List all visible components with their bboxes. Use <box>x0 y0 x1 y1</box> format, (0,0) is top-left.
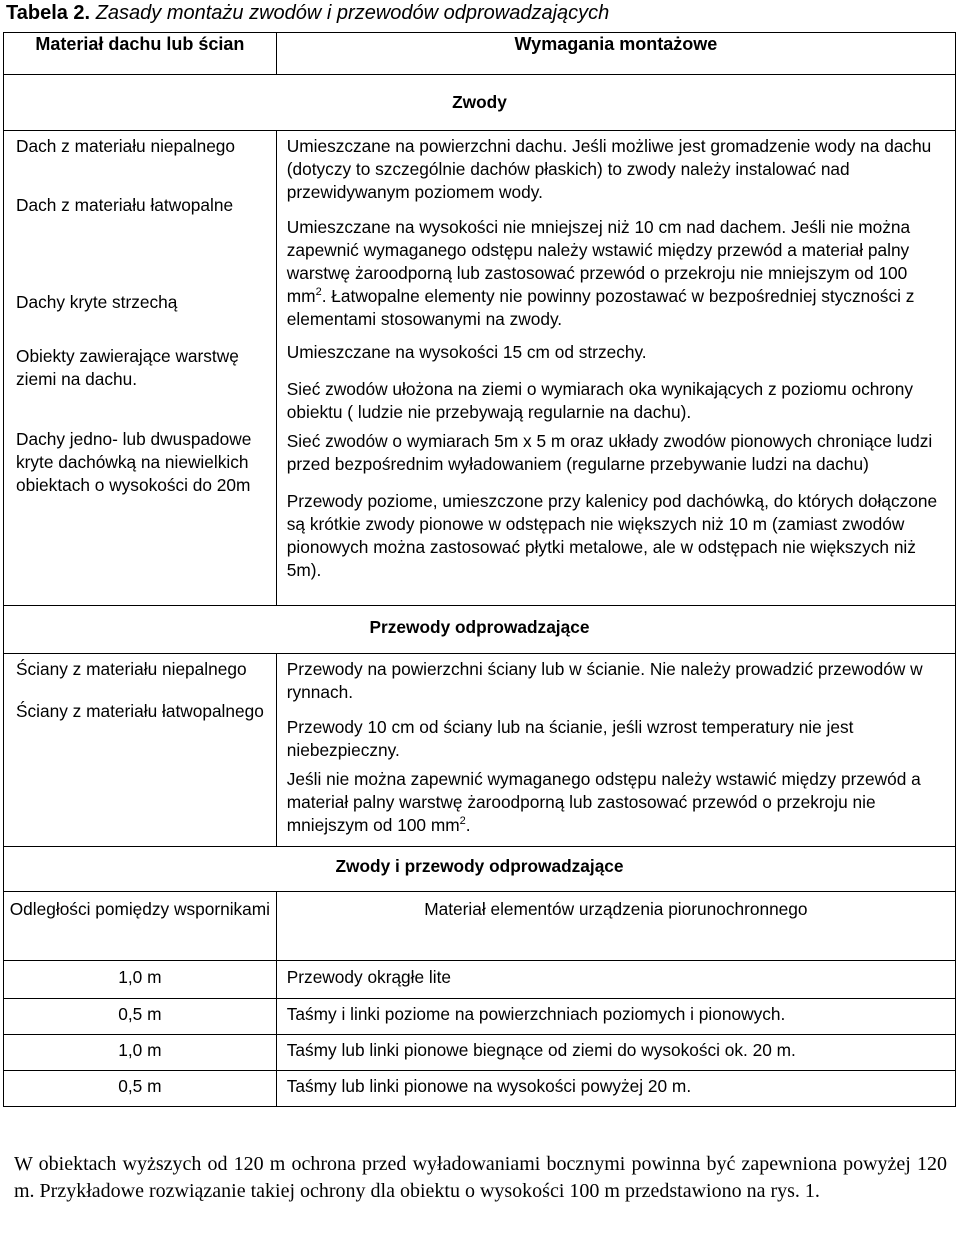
material-item: Dach z materiału niepalnego <box>16 136 236 156</box>
zwody-requirements-cell <box>276 131 955 606</box>
spacing-material: Taśmy i linki poziome na powierzchniach poziomych i pionowych. <box>276 999 955 1035</box>
material-item: Dachy kryte strzechą <box>16 292 178 312</box>
material-item: Ściany z materiału łatwopalnego <box>16 701 264 721</box>
spacing-header-row <box>4 892 956 961</box>
table-caption <box>6 2 609 25</box>
spacing-distance: 0,5 m <box>4 999 277 1035</box>
requirement-text: Umieszczane na wysokości 15 cm od strzechy. <box>286 342 647 362</box>
spacing-material: Taśmy lub linki pionowe na wysokości powyżej 20 m. <box>276 1071 955 1107</box>
requirement-text: Umieszczane na wysokości nie mniejszej niż 10 cm nad dachem. Jeśli nie można zapewnić wymaganego odstępu należy wstawić między przewód a materiał palny warstwę żaroodporną lub zastosować przewód o przekroju nie mniejszym od 100 $mm^2$. Łatwopalne elementy nie powinny pozostawać w bezpośredniej styczności z elementami stosowanymi na zwody. <box>286 217 915 329</box>
section-row-zwody-i-przewody <box>4 847 956 892</box>
requirement-text: Umieszczane na powierzchni dachu. Jeśli możliwe jest gromadzenie wody na dachu (dotyczy to szczególnie dachów płaskich) to zwody należy instalować nad przewidywanym poziomem wody. <box>286 136 932 202</box>
przewody-materials-cell <box>4 654 277 847</box>
spacing-row <box>4 999 956 1035</box>
requirement-text: Przewody poziome, umieszczone przy kalenicy pod dachówką, do których dołączone są krótkie zwody pionowe w odstępach nie większych niż 10 m (zamiast zwodów pionowych można zastosować płytki metalowe, ale w odstępach nie większych niż 5m). <box>286 491 938 580</box>
footnote-paragraph: W obiektach wyższych od 120 m ochrona przed wyładowaniami bocznymi powinna być zapewniona powyżej 120 m. Przykładowe rozwiązanie takiej ochrony dla obiektu o wysokości 100 m przedstawiono na rys. 1. <box>14 1153 947 1202</box>
section-title-zwody: Zwody <box>4 75 956 131</box>
header-requirements: Wymagania montażowe <box>276 33 955 75</box>
spacing-distance: 1,0 m <box>4 1035 277 1071</box>
header-row <box>4 33 956 75</box>
section-title-zwody-i-przewody: Zwody i przewody odprowadzające <box>4 847 956 892</box>
material-item: Dachy jedno- lub dwuspadowe kryte dachówką na niewielkich obiektach o wysokości do 20m <box>16 429 252 495</box>
table-caption-label: Tabela 2. <box>6 2 91 24</box>
section-row-zwody <box>4 75 956 131</box>
spacing-material: Przewody okrągłe lite <box>276 961 955 999</box>
requirement-text: Jeśli nie można zapewnić wymaganego odstępu należy wstawić między przewód a materiał palny warstwę żaroodporną lub zastosować przewód o przekroju nie mniejszym od 100 $mm^2$. <box>286 769 921 835</box>
przewody-row <box>4 654 956 847</box>
requirement-text: Przewody na powierzchni ściany lub w ścianie. Nie należy prowadzić przewodów w rynnach. <box>286 659 923 702</box>
header-material: Materiał dachu lub ścian <box>4 33 277 75</box>
material-item: Ściany z materiału niepalnego <box>16 659 247 679</box>
spacing-header-distance: Odległości pomiędzy wspornikami <box>4 892 277 961</box>
spacing-row <box>4 1071 956 1107</box>
spacing-row <box>4 961 956 999</box>
requirement-text: Przewody 10 cm od ściany lub na ścianie, jeśli wzrost temperatury nie jest niebezpieczny. <box>286 717 854 760</box>
zwody-materials-cell <box>4 131 277 606</box>
material-item: Obiekty zawierające warstwę ziemi na dachu. <box>16 346 239 389</box>
spacing-distance: 1,0 m <box>4 961 277 999</box>
przewody-requirements-cell <box>276 654 955 847</box>
material-item: Dach z materiału łatwopalne <box>16 195 234 215</box>
requirement-text: Sieć zwodów o wymiarach 5m x 5 m oraz układy zwodów pionowych chroniące ludzi przed bezpośrednim wyładowaniem (regularne przebywanie ludzi na dachu) <box>286 431 933 474</box>
table-caption-title: Zasady montażu zwodów i przewodów odprowadzających <box>95 2 610 24</box>
spacing-distance: 0,5 m <box>4 1071 277 1107</box>
mounting-rules-table <box>3 32 956 1107</box>
requirement-text: Sieć zwodów ułożona na ziemi o wymiarach oka wynikających z poziomu ochrony obiektu ( ludzie nie przebywają regularnie na dachu). <box>286 379 914 422</box>
section-row-przewody <box>4 606 956 654</box>
section-title-przewody: Przewody odprowadzające <box>4 606 956 654</box>
spacing-row <box>4 1035 956 1071</box>
spacing-header-material: Materiał elementów urządzenia piorunochronnego <box>276 892 955 961</box>
spacing-material: Taśmy lub linki pionowe biegnące od ziemi do wysokości ok. 20 m. <box>276 1035 955 1071</box>
zwody-row <box>4 131 956 606</box>
